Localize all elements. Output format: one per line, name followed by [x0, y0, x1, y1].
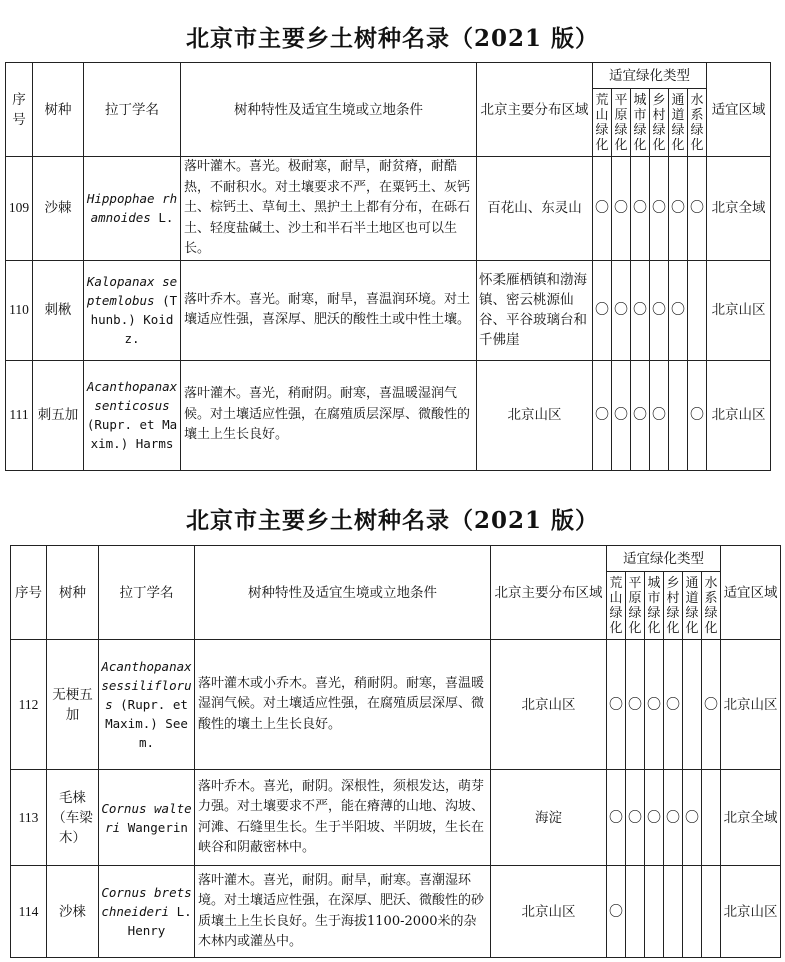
row-name: 刺五加 [33, 360, 84, 470]
row-mark: 〇 [669, 260, 688, 360]
row-name: 沙梾 [47, 866, 99, 958]
header-latin: 拉丁学名 [84, 63, 181, 157]
table-row [11, 640, 781, 770]
row-mark: 〇 [669, 157, 688, 261]
row-no: 110 [6, 260, 33, 360]
row-mark [683, 866, 702, 958]
row-no: 114 [11, 866, 47, 958]
header-type: 城市绿化 [631, 89, 650, 157]
row-name: 毛梾（车梁木） [47, 770, 99, 866]
row-distribution: 海淀 [491, 770, 607, 866]
header-traits: 树种特性及适宜生境或立地条件 [181, 63, 477, 157]
header-type: 荒山绿化 [607, 572, 626, 640]
row-distribution: 北京山区 [477, 360, 593, 470]
table-row [11, 770, 781, 866]
row-name: 刺楸 [33, 260, 84, 360]
row-distribution: 怀柔雁栖镇和渤海镇、密云桃源仙谷、平谷玻璃台和千佛崖 [477, 260, 593, 360]
row-traits: 落叶乔木。喜光。耐寒，耐旱，喜温润环境。对土壤适应性强，喜深厚、肥沃的酸性土或中性土壤。 [181, 260, 477, 360]
row-mark [702, 866, 721, 958]
tree-table-1 [5, 62, 771, 471]
row-mark: 〇 [612, 260, 631, 360]
page-title: 北京市主要乡土树种名录（2021 版） [185, 25, 600, 52]
row-name: 无梗五加 [47, 640, 99, 770]
row-mark [664, 866, 683, 958]
header-type: 城市绿化 [645, 572, 664, 640]
row-mark: 〇 [607, 770, 626, 866]
table-row [6, 260, 771, 360]
header-type: 水系绿化 [688, 89, 707, 157]
page-title: 北京市主要乡土树种名录（2021 版） [185, 507, 600, 534]
header-type: 平原绿化 [626, 572, 645, 640]
row-mark: 〇 [593, 360, 612, 470]
row-latin: Acanthopanax senticosus (Rupr. et Maxim.) Harms [84, 360, 181, 470]
table-row [6, 157, 771, 261]
header-type: 荒山绿化 [593, 89, 612, 157]
row-latin: Cornus bretschneideri L. Henry [99, 866, 195, 958]
header-type: 乡村绿化 [664, 572, 683, 640]
row-distribution: 北京山区 [491, 866, 607, 958]
row-traits: 落叶灌木。喜光，耐阴。耐旱，耐寒。喜潮湿环境。对土壤适应性强，在深厚、肥沃、微酸性的砂质壤土上生长良好。生于海拔1100-2000米的杂木林内或灌丛中。 [195, 866, 491, 958]
row-mark: 〇 [702, 640, 721, 770]
header-latin: 拉丁学名 [99, 546, 195, 640]
header-distribution: 北京主要分布区域 [491, 546, 607, 640]
row-no: 111 [6, 360, 33, 470]
header-type: 水系绿化 [702, 572, 721, 640]
row-mark: 〇 [645, 770, 664, 866]
row-mark [626, 866, 645, 958]
row-latin: Acanthopanax sessiliflorus (Rupr. et Maxim.) Seem. [99, 640, 195, 770]
header-region: 适宜区域 [707, 63, 771, 157]
table-row [11, 866, 781, 958]
row-latin: Cornus walteri Wangerin [99, 770, 195, 866]
row-mark [669, 360, 688, 470]
row-mark [702, 770, 721, 866]
row-mark [683, 640, 702, 770]
row-traits: 落叶灌木。喜光，稍耐阴。耐寒，喜温暖湿润气候。对土壤适应性强，在腐殖质层深厚、微酸性的壤土上生长良好。 [181, 360, 477, 470]
row-mark: 〇 [650, 260, 669, 360]
row-no: 112 [11, 640, 47, 770]
row-latin: Kalopanax septemlobus (Thunb.) Koidz. [84, 260, 181, 360]
row-region: 北京全域 [721, 770, 781, 866]
row-traits: 落叶乔木。喜光，耐阴。深根性，须根发达，萌芽力强。对土壤要求不严，能在瘠薄的山地、沟坡、河滩、石缝里生长。生于半阳坡、半阴坡，生长在峡谷和阴蔽密林中。 [195, 770, 491, 866]
row-mark: 〇 [683, 770, 702, 866]
header-name: 树种 [33, 63, 84, 157]
header-name: 树种 [47, 546, 99, 640]
row-mark: 〇 [626, 770, 645, 866]
row-distribution: 北京山区 [491, 640, 607, 770]
row-mark [688, 260, 707, 360]
row-mark: 〇 [664, 770, 683, 866]
row-region: 北京山区 [721, 640, 781, 770]
row-mark: 〇 [688, 360, 707, 470]
row-mark: 〇 [688, 157, 707, 261]
header-type: 平原绿化 [612, 89, 631, 157]
row-mark: 〇 [645, 640, 664, 770]
row-region: 北京山区 [721, 866, 781, 958]
header-greening-type: 适宜绿化类型 [607, 546, 721, 572]
row-latin: Hippophae rhamnoides L. [84, 157, 181, 261]
row-mark: 〇 [593, 157, 612, 261]
row-traits: 落叶灌木。喜光。极耐寒，耐旱，耐贫瘠，耐酷热，不耐积水。对土壤要求不严，在粟钙土、灰钙土、棕钙土、草甸土、黑护土上都有分布，在砾石土、轻度盐碱土、沙土和半石半土地区也可以生长。 [181, 157, 477, 261]
row-no: 109 [6, 157, 33, 261]
row-mark: 〇 [631, 157, 650, 261]
row-mark: 〇 [650, 157, 669, 261]
tree-table-2 [10, 545, 781, 958]
header-type: 乡村绿化 [650, 89, 669, 157]
header-traits: 树种特性及适宜生境或立地条件 [195, 546, 491, 640]
row-region: 北京山区 [707, 360, 771, 470]
row-mark: 〇 [593, 260, 612, 360]
row-name: 沙棘 [33, 157, 84, 261]
row-mark: 〇 [631, 260, 650, 360]
header-region: 适宜区域 [721, 546, 781, 640]
row-mark [645, 866, 664, 958]
row-mark: 〇 [612, 157, 631, 261]
row-mark: 〇 [607, 866, 626, 958]
row-region: 北京全域 [707, 157, 771, 261]
header-type: 通道绿化 [683, 572, 702, 640]
row-traits: 落叶灌木或小乔木。喜光，稍耐阴。耐寒，喜温暖湿润气候。对土壤适应性强，在腐殖质层深厚、微酸性的壤土上生长良好。 [195, 640, 491, 770]
header-no: 序号 [11, 546, 47, 640]
row-distribution: 百花山、东灵山 [477, 157, 593, 261]
header-distribution: 北京主要分布区域 [477, 63, 593, 157]
row-mark: 〇 [650, 360, 669, 470]
row-mark: 〇 [664, 640, 683, 770]
header-greening-type: 适宜绿化类型 [593, 63, 707, 89]
row-mark: 〇 [631, 360, 650, 470]
row-mark: 〇 [626, 640, 645, 770]
row-no: 113 [11, 770, 47, 866]
row-mark: 〇 [612, 360, 631, 470]
row-mark: 〇 [607, 640, 626, 770]
table-row [6, 360, 771, 470]
row-region: 北京山区 [707, 260, 771, 360]
header-no: 序号 [6, 63, 33, 157]
header-type: 通道绿化 [669, 89, 688, 157]
